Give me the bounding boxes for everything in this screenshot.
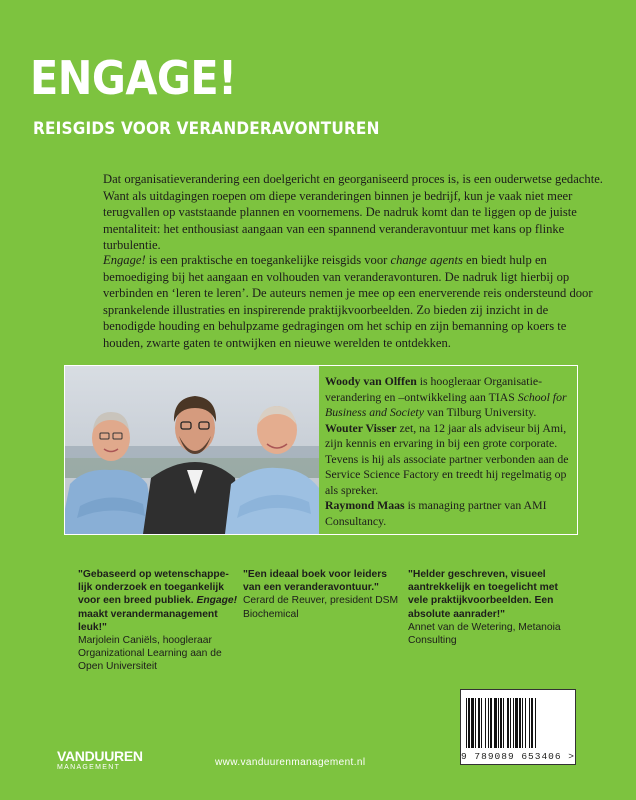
endorsement-author: Cerard de Reuver, president DSM Biochemical (243, 595, 399, 620)
barcode-bar (531, 698, 533, 748)
barcode-bar (522, 698, 523, 748)
barcode-bar (494, 698, 497, 748)
barcode-bar (471, 698, 474, 748)
book-subtitle: REISGIDS VOOR VERANDERAVONTUREN (33, 119, 380, 139)
barcode-bar (475, 698, 476, 748)
barcode-bar (488, 698, 489, 748)
barcode-bar (515, 698, 518, 748)
barcode-bar (481, 698, 482, 748)
barcode-bar (519, 698, 521, 748)
author-name-3: Raymond Maas (325, 498, 405, 512)
barcode-bar (478, 698, 480, 748)
barcode-bar (529, 698, 530, 748)
endorsement-author: Annet van de Wetering, Metanoia Consulting (408, 621, 561, 647)
barcode-bar (500, 698, 502, 748)
barcode-bars (464, 698, 572, 748)
publisher-logo: VANDUUREN MANAGEMENT (57, 748, 143, 771)
blurb-paragraph-1: Dat organisatieverandering een doelgericht en georganiseerd proces is, is een ouderwetse gedachte. Want als uitdagingen roepen om diepe veranderingen binnen je bedrijf, kun je vaak niet meer terugvallen op vaststaande plannen en voornemens. De nadruk komt dan te liggen op de juiste mentaliteit: het enthousiast aangaan van een spannend veranderavontuur met kans op flinke turbulentie. (103, 172, 603, 252)
barcode-bar (507, 698, 509, 748)
endorsement-quote: "Een ideaal boek voor leiders van een veranderavontuur." (243, 569, 387, 594)
authors-photo (65, 366, 319, 534)
book-title: ENGAGE! (30, 51, 237, 105)
isbn-number: 9 789089 653406 > (461, 751, 575, 762)
author-name-2: Wouter Visser (325, 420, 397, 435)
authors-section (64, 365, 578, 535)
barcode-bar (503, 698, 504, 748)
authors-bio: Woody van Olffen is hoogleraar Organisatieverandering en –ontwikkeling aan TIAS School for Business and Society van Tilburg University. Wouter Visser zet, na 12 jaar als adviseur bij Ami, zijn kennis en ervaring in bij een grote corporate. Tevens is hij als associate partner verbonden aan de Service Science Factory en treedt hij regelmatig op als spreker. Raymond Maas is managing partner van AMI Consultancy. (325, 374, 569, 528)
endorsement-quote: "Gebaseerd op wetenschappelijk onderzoek en toegankelijk voor een breed publiek. Engage! maakt verandermanagement leuk!" (78, 569, 238, 633)
barcode-bar (485, 698, 486, 748)
endorsement-2 (243, 568, 403, 621)
blurb-paragraph-2: Engage! is een praktische en toegankelijke reisgids voor change agents en biedt hulp en bemoediging bij het aangaan en volhouden van veranderavonturen. De nadruk ligt hierbij op verbinden en ‘leren te leren’. De auteurs nemen je mee op een enerverende reis ondersteund door sprankelende illustraties en inspirerende praktijkvoorbeelden. Zo bieden zij inzicht in de benodigde houding en behulpzame gedragingen om het schip en zijn bemanning op koers te houden, zwarte gaten te ontwijken en nieuwe werelden te ontdekken. (103, 253, 593, 350)
endorsement-3 (408, 568, 578, 647)
barcode-bar (490, 698, 492, 748)
barcode-bar (535, 698, 536, 748)
barcode-bar (513, 698, 514, 748)
endorsement-quote: "Helder geschreven, visueel aantrekkelijk en toegelicht met vele praktijkvoorbeelden. Een absolute aanrader!" (408, 569, 558, 620)
author-name-1: Woody van Olffen (325, 374, 417, 388)
publisher-url: www.vanduurenmanagement.nl (215, 757, 366, 768)
barcode-bar (498, 698, 499, 748)
change-agents-italic: change agents (390, 253, 463, 267)
endorsement-author: Marjolein Caniëls, hoogleraar Organizational Learning aan de Open Universiteit (78, 635, 222, 673)
barcode-bar (510, 698, 511, 748)
endorsement-1 (78, 568, 238, 674)
book-title-italic: Engage! (103, 253, 146, 267)
barcode-bar (525, 698, 526, 748)
barcode-bar (468, 698, 470, 748)
isbn-barcode (460, 689, 576, 765)
barcode-bar (466, 698, 467, 748)
